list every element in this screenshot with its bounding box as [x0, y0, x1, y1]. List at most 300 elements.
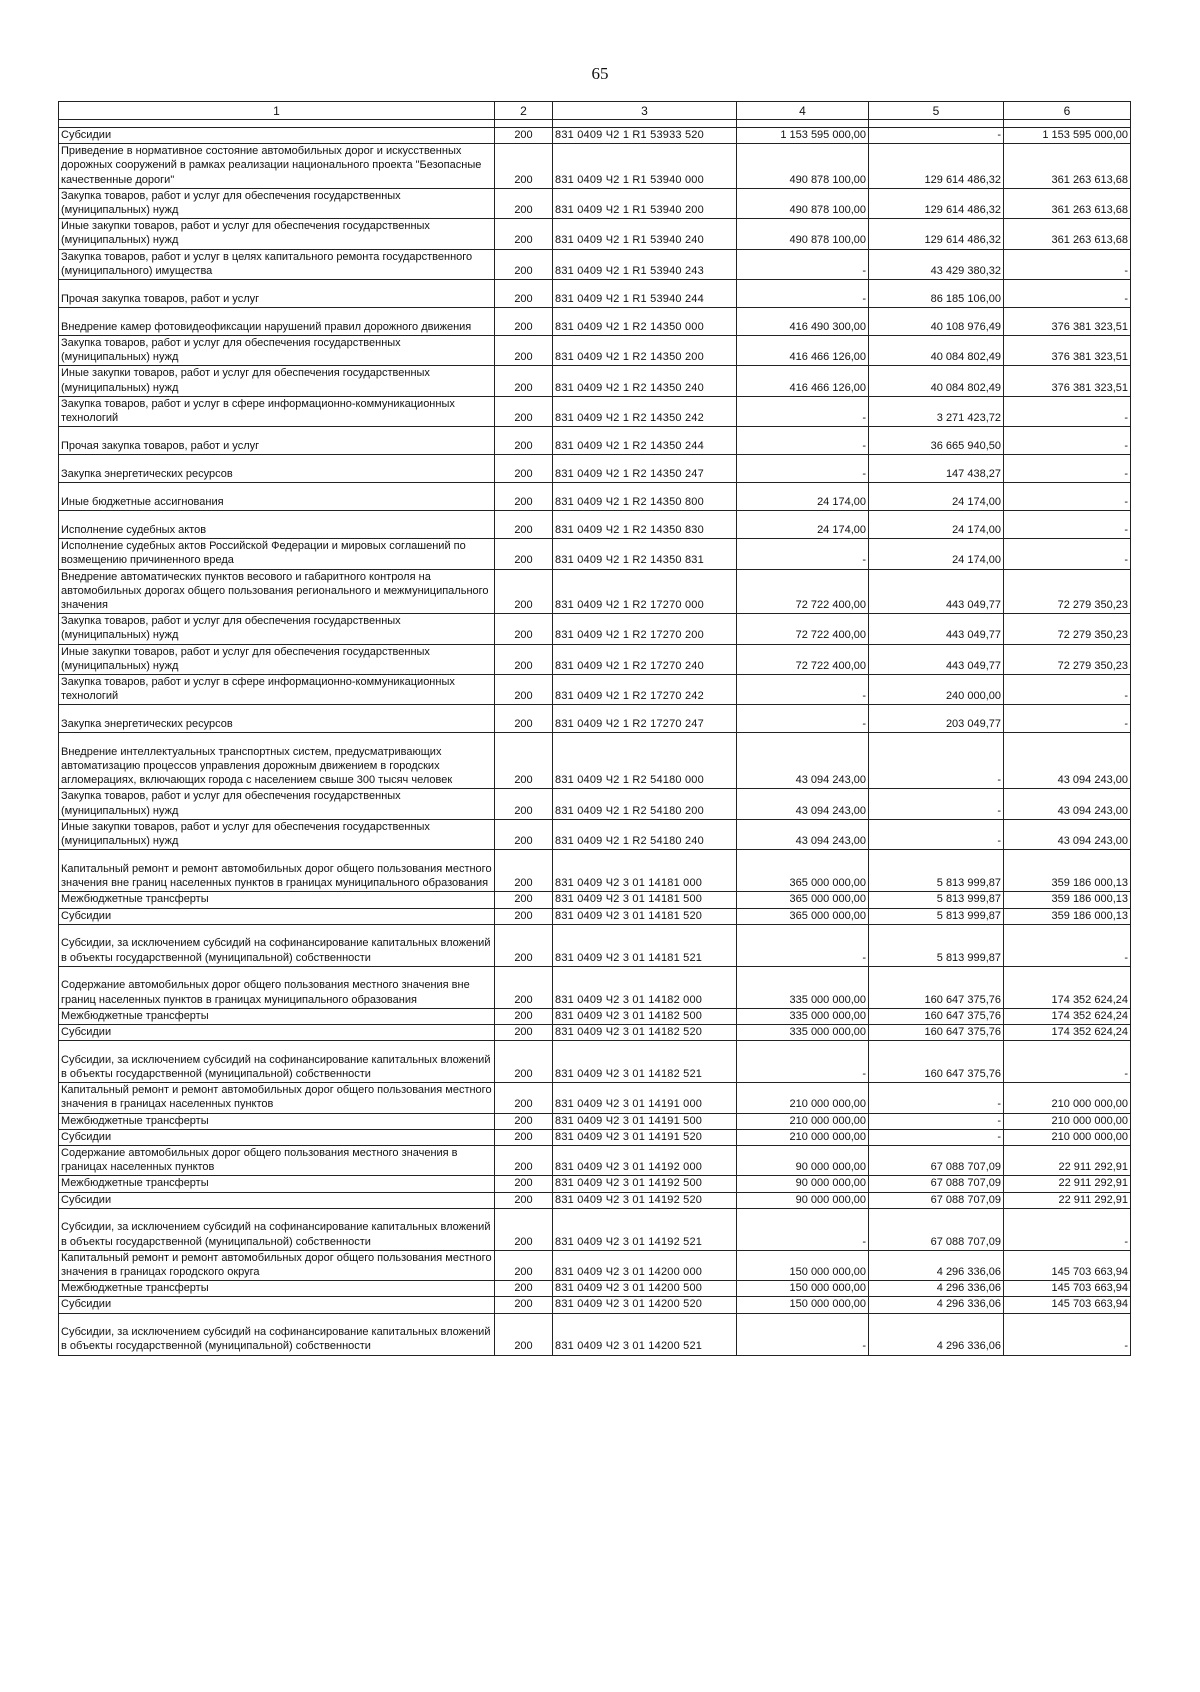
budget-code-cell: 831 0409 Ч2 3 01 14192 500	[553, 1176, 737, 1192]
plan-amount-cell: 72 722 400,00	[737, 644, 869, 674]
item-name-cell: Капитальный ремонт и ремонт автомобильных дорог общего пользования местного значения в границах населенных пунктов	[59, 1083, 495, 1113]
executed-amount-cell: 3 271 423,72	[869, 396, 1004, 426]
item-name-cell: Субсидии, за исключением субсидий на софинансирование капитальных вложений в объекты государственной (муниципальной) собственности	[59, 924, 495, 966]
spacer-row	[59, 120, 1131, 128]
plan-amount-cell: -	[737, 924, 869, 966]
budget-code-cell: 831 0409 Ч2 3 01 14182 000	[553, 966, 737, 1008]
budget-code-cell: 831 0409 Ч2 1 R1 53940 240	[553, 219, 737, 249]
table-row	[59, 1145, 1131, 1175]
budget-code-cell: 831 0409 Ч2 3 01 14182 520	[553, 1024, 737, 1040]
plan-amount-cell: 490 878 100,00	[737, 188, 869, 218]
plan-amount-cell: 210 000 000,00	[737, 1129, 869, 1145]
plan-amount-cell: 90 000 000,00	[737, 1176, 869, 1192]
column-header: 1	[59, 102, 495, 120]
table-row	[59, 1041, 1131, 1083]
item-name-cell: Приведение в нормативное состояние автомобильных дорог и искусственных дорожных сооружений в рамках реализации национального проекта "Безопасные качественные дороги"	[59, 144, 495, 189]
budget-code-cell: 831 0409 Ч2 1 R1 53940 243	[553, 249, 737, 279]
budget-code-cell: 831 0409 Ч2 3 01 14200 521	[553, 1313, 737, 1355]
remaining-amount-cell: 359 186 000,13	[1004, 892, 1131, 908]
executed-amount-cell: 67 088 707,09	[869, 1145, 1004, 1175]
plan-amount-cell: 210 000 000,00	[737, 1113, 869, 1129]
kvr-code-cell: 200	[495, 1297, 553, 1313]
remaining-amount-cell: -	[1004, 455, 1131, 483]
budget-code-cell: 831 0409 Ч2 1 R2 14350 800	[553, 483, 737, 511]
item-name-cell: Иные закупки товаров, работ и услуг для обеспечения государственных (муниципальных) нужд	[59, 644, 495, 674]
kvr-code-cell: 200	[495, 924, 553, 966]
plan-amount-cell: -	[737, 539, 869, 569]
executed-amount-cell: 5 813 999,87	[869, 908, 1004, 924]
kvr-code-cell: 200	[495, 511, 553, 539]
plan-amount-cell: 365 000 000,00	[737, 892, 869, 908]
table-row	[59, 144, 1131, 189]
budget-code-cell: 831 0409 Ч2 3 01 14182 500	[553, 1008, 737, 1024]
item-name-cell: Иные закупки товаров, работ и услуг для обеспечения государственных (муниципальных) нужд	[59, 219, 495, 249]
executed-amount-cell: 160 647 375,76	[869, 1041, 1004, 1083]
column-header: 4	[737, 102, 869, 120]
budget-code-cell: 831 0409 Ч2 3 01 14200 500	[553, 1281, 737, 1297]
remaining-amount-cell: 145 703 663,94	[1004, 1297, 1131, 1313]
executed-amount-cell: 24 174,00	[869, 539, 1004, 569]
kvr-code-cell: 200	[495, 644, 553, 674]
executed-amount-cell: -	[869, 128, 1004, 144]
remaining-amount-cell: 174 352 624,24	[1004, 1008, 1131, 1024]
table-body	[59, 120, 1131, 1356]
plan-amount-cell: -	[737, 705, 869, 733]
budget-code-cell: 831 0409 Ч2 3 01 14191 500	[553, 1113, 737, 1129]
remaining-amount-cell: 376 381 323,51	[1004, 366, 1131, 396]
item-name-cell: Закупка товаров, работ и услуг в целях капитального ремонта государственного (муниципального) имущества	[59, 249, 495, 279]
kvr-code-cell: 200	[495, 1083, 553, 1113]
plan-amount-cell: 72 722 400,00	[737, 569, 869, 614]
plan-amount-cell: 365 000 000,00	[737, 850, 869, 892]
item-name-cell: Закупка энергетических ресурсов	[59, 705, 495, 733]
plan-amount-cell: 490 878 100,00	[737, 219, 869, 249]
item-name-cell: Субсидии	[59, 128, 495, 144]
remaining-amount-cell: -	[1004, 1041, 1131, 1083]
table-row	[59, 280, 1131, 308]
kvr-code-cell: 200	[495, 1208, 553, 1250]
kvr-code-cell: 200	[495, 280, 553, 308]
item-name-cell: Межбюджетные трансферты	[59, 1176, 495, 1192]
item-name-cell: Закупка товаров, работ и услуг для обеспечения государственных (муниципальных) нужд	[59, 188, 495, 218]
budget-code-cell: 831 0409 Ч2 3 01 14192 521	[553, 1208, 737, 1250]
item-name-cell: Межбюджетные трансферты	[59, 892, 495, 908]
executed-amount-cell: 160 647 375,76	[869, 1024, 1004, 1040]
item-name-cell: Иные закупки товаров, работ и услуг для обеспечения государственных (муниципальных) нужд	[59, 819, 495, 849]
plan-amount-cell: 90 000 000,00	[737, 1145, 869, 1175]
table-row	[59, 1129, 1131, 1145]
remaining-amount-cell: -	[1004, 1313, 1131, 1355]
budget-code-cell: 831 0409 Ч2 3 01 14181 520	[553, 908, 737, 924]
remaining-amount-cell: -	[1004, 280, 1131, 308]
table-row	[59, 705, 1131, 733]
kvr-code-cell: 200	[495, 1313, 553, 1355]
remaining-amount-cell: -	[1004, 511, 1131, 539]
remaining-amount-cell: 72 279 350,23	[1004, 569, 1131, 614]
executed-amount-cell: 5 813 999,87	[869, 850, 1004, 892]
table-row	[59, 1208, 1131, 1250]
budget-code-cell: 831 0409 Ч2 1 R2 14350 830	[553, 511, 737, 539]
remaining-amount-cell: 43 094 243,00	[1004, 819, 1131, 849]
table-row	[59, 1008, 1131, 1024]
table-row	[59, 1313, 1131, 1355]
executed-amount-cell: 129 614 486,32	[869, 144, 1004, 189]
budget-code-cell: 831 0409 Ч2 3 01 14192 520	[553, 1192, 737, 1208]
budget-code-cell: 831 0409 Ч2 1 R2 14350 000	[553, 308, 737, 336]
item-name-cell: Содержание автомобильных дорог общего пользования местного значения в границах населенных пунктов	[59, 1145, 495, 1175]
kvr-code-cell: 200	[495, 128, 553, 144]
plan-amount-cell: 90 000 000,00	[737, 1192, 869, 1208]
kvr-code-cell: 200	[495, 188, 553, 218]
kvr-code-cell: 200	[495, 1113, 553, 1129]
plan-amount-cell: 335 000 000,00	[737, 1008, 869, 1024]
plan-amount-cell: 1 153 595 000,00	[737, 128, 869, 144]
item-name-cell: Капитальный ремонт и ремонт автомобильных дорог общего пользования местного значения вне границ населенных пунктов в границах муниципального образования	[59, 850, 495, 892]
remaining-amount-cell: -	[1004, 539, 1131, 569]
table-row	[59, 455, 1131, 483]
table-row	[59, 733, 1131, 789]
kvr-code-cell: 200	[495, 705, 553, 733]
remaining-amount-cell: -	[1004, 1208, 1131, 1250]
item-name-cell: Субсидии	[59, 908, 495, 924]
table-row	[59, 675, 1131, 705]
kvr-code-cell: 200	[495, 892, 553, 908]
budget-code-cell: 831 0409 Ч2 1 R2 14350 200	[553, 336, 737, 366]
budget-code-cell: 831 0409 Ч2 1 R2 14350 244	[553, 427, 737, 455]
item-name-cell: Закупка товаров, работ и услуг для обеспечения государственных (муниципальных) нужд	[59, 614, 495, 644]
kvr-code-cell: 200	[495, 850, 553, 892]
budget-code-cell: 831 0409 Ч2 3 01 14181 521	[553, 924, 737, 966]
column-header: 2	[495, 102, 553, 120]
plan-amount-cell: -	[737, 280, 869, 308]
table-row	[59, 850, 1131, 892]
executed-amount-cell: 4 296 336,06	[869, 1297, 1004, 1313]
budget-code-cell: 831 0409 Ч2 1 R2 54180 000	[553, 733, 737, 789]
plan-amount-cell: 416 490 300,00	[737, 308, 869, 336]
remaining-amount-cell: -	[1004, 483, 1131, 511]
plan-amount-cell: 43 094 243,00	[737, 733, 869, 789]
plan-amount-cell: 416 466 126,00	[737, 336, 869, 366]
item-name-cell: Иные бюджетные ассигнования	[59, 483, 495, 511]
table-row	[59, 308, 1131, 336]
remaining-amount-cell: 174 352 624,24	[1004, 966, 1131, 1008]
kvr-code-cell: 200	[495, 966, 553, 1008]
budget-code-cell: 831 0409 Ч2 3 01 14192 000	[553, 1145, 737, 1175]
table-row	[59, 1024, 1131, 1040]
table-row	[59, 1176, 1131, 1192]
kvr-code-cell: 200	[495, 819, 553, 849]
column-header: 5	[869, 102, 1004, 120]
item-name-cell: Закупка товаров, работ и услуг в сфере информационно-коммуникационных технологий	[59, 396, 495, 426]
remaining-amount-cell: -	[1004, 924, 1131, 966]
executed-amount-cell: 129 614 486,32	[869, 188, 1004, 218]
table-row	[59, 366, 1131, 396]
item-name-cell: Содержание автомобильных дорог общего пользования местного значения вне границ населенных пунктов в границах муниципального образования	[59, 966, 495, 1008]
kvr-code-cell: 200	[495, 249, 553, 279]
item-name-cell: Субсидии	[59, 1297, 495, 1313]
executed-amount-cell: 4 296 336,06	[869, 1250, 1004, 1280]
table-row	[59, 644, 1131, 674]
budget-code-cell: 831 0409 Ч2 1 R2 14350 247	[553, 455, 737, 483]
table-row	[59, 908, 1131, 924]
item-name-cell: Исполнение судебных актов	[59, 511, 495, 539]
plan-amount-cell: 335 000 000,00	[737, 966, 869, 1008]
budget-code-cell: 831 0409 Ч2 3 01 14181 500	[553, 892, 737, 908]
kvr-code-cell: 200	[495, 1250, 553, 1280]
budget-code-cell: 831 0409 Ч2 3 01 14191 520	[553, 1129, 737, 1145]
table-row	[59, 819, 1131, 849]
executed-amount-cell: 4 296 336,06	[869, 1313, 1004, 1355]
executed-amount-cell: -	[869, 1113, 1004, 1129]
kvr-code-cell: 200	[495, 308, 553, 336]
remaining-amount-cell: -	[1004, 396, 1131, 426]
plan-amount-cell: -	[737, 1313, 869, 1355]
remaining-amount-cell: 210 000 000,00	[1004, 1129, 1131, 1145]
table-row	[59, 128, 1131, 144]
item-name-cell: Прочая закупка товаров, работ и услуг	[59, 427, 495, 455]
plan-amount-cell: -	[737, 249, 869, 279]
remaining-amount-cell: 43 094 243,00	[1004, 733, 1131, 789]
executed-amount-cell: -	[869, 789, 1004, 819]
budget-code-cell: 831 0409 Ч2 1 R2 14350 242	[553, 396, 737, 426]
executed-amount-cell: 160 647 375,76	[869, 1008, 1004, 1024]
table-row	[59, 569, 1131, 614]
plan-amount-cell: 24 174,00	[737, 483, 869, 511]
table-row	[59, 789, 1131, 819]
budget-code-cell: 831 0409 Ч2 3 01 14200 520	[553, 1297, 737, 1313]
item-name-cell: Субсидии, за исключением субсидий на софинансирование капитальных вложений в объекты государственной (муниципальной) собственности	[59, 1041, 495, 1083]
budget-code-cell: 831 0409 Ч2 1 R2 17270 240	[553, 644, 737, 674]
item-name-cell: Закупка товаров, работ и услуг в сфере информационно-коммуникационных технологий	[59, 675, 495, 705]
executed-amount-cell: 443 049,77	[869, 614, 1004, 644]
executed-amount-cell: 5 813 999,87	[869, 892, 1004, 908]
item-name-cell: Иные закупки товаров, работ и услуг для обеспечения государственных (муниципальных) нужд	[59, 366, 495, 396]
kvr-code-cell: 200	[495, 1192, 553, 1208]
executed-amount-cell: 24 174,00	[869, 511, 1004, 539]
remaining-amount-cell: 72 279 350,23	[1004, 614, 1131, 644]
remaining-amount-cell: 359 186 000,13	[1004, 908, 1131, 924]
kvr-code-cell: 200	[495, 569, 553, 614]
table-row	[59, 1281, 1131, 1297]
plan-amount-cell: 210 000 000,00	[737, 1083, 869, 1113]
table-row	[59, 539, 1131, 569]
executed-amount-cell: 147 438,27	[869, 455, 1004, 483]
table-row	[59, 1192, 1131, 1208]
remaining-amount-cell: -	[1004, 427, 1131, 455]
remaining-amount-cell: 22 911 292,91	[1004, 1176, 1131, 1192]
executed-amount-cell: -	[869, 1083, 1004, 1113]
budget-code-cell: 831 0409 Ч2 1 R2 17270 200	[553, 614, 737, 644]
kvr-code-cell: 200	[495, 1041, 553, 1083]
executed-amount-cell: 40 108 976,49	[869, 308, 1004, 336]
table-row	[59, 219, 1131, 249]
executed-amount-cell: 129 614 486,32	[869, 219, 1004, 249]
remaining-amount-cell: 22 911 292,91	[1004, 1145, 1131, 1175]
kvr-code-cell: 200	[495, 336, 553, 366]
executed-amount-cell: 67 088 707,09	[869, 1208, 1004, 1250]
item-name-cell: Внедрение автоматических пунктов весового и габаритного контроля на автомобильных дорогах общего пользования регионального и межмуниципального значения	[59, 569, 495, 614]
plan-amount-cell: -	[737, 427, 869, 455]
item-name-cell: Межбюджетные трансферты	[59, 1113, 495, 1129]
remaining-amount-cell: 145 703 663,94	[1004, 1250, 1131, 1280]
remaining-amount-cell: 376 381 323,51	[1004, 308, 1131, 336]
table-row	[59, 336, 1131, 366]
item-name-cell: Капитальный ремонт и ремонт автомобильных дорог общего пользования местного значения в границах городского округа	[59, 1250, 495, 1280]
kvr-code-cell: 200	[495, 1281, 553, 1297]
kvr-code-cell: 200	[495, 144, 553, 189]
item-name-cell: Субсидии	[59, 1192, 495, 1208]
plan-amount-cell: -	[737, 455, 869, 483]
budget-code-cell: 831 0409 Ч2 3 01 14191 000	[553, 1083, 737, 1113]
table-row	[59, 966, 1131, 1008]
plan-amount-cell: 335 000 000,00	[737, 1024, 869, 1040]
plan-amount-cell: -	[737, 1208, 869, 1250]
plan-amount-cell: 490 878 100,00	[737, 144, 869, 189]
plan-amount-cell: -	[737, 675, 869, 705]
kvr-code-cell: 200	[495, 789, 553, 819]
page-number: 65	[591, 64, 609, 83]
budget-code-cell: 831 0409 Ч2 1 R2 17270 242	[553, 675, 737, 705]
executed-amount-cell: 160 647 375,76	[869, 966, 1004, 1008]
executed-amount-cell: -	[869, 1129, 1004, 1145]
table-row	[59, 1113, 1131, 1129]
executed-amount-cell: 240 000,00	[869, 675, 1004, 705]
executed-amount-cell: 86 185 106,00	[869, 280, 1004, 308]
kvr-code-cell: 200	[495, 1008, 553, 1024]
plan-amount-cell: 150 000 000,00	[737, 1281, 869, 1297]
kvr-code-cell: 200	[495, 219, 553, 249]
executed-amount-cell: 443 049,77	[869, 569, 1004, 614]
table-row	[59, 1250, 1131, 1280]
table-row	[59, 924, 1131, 966]
item-name-cell: Закупка товаров, работ и услуг для обеспечения государственных (муниципальных) нужд	[59, 789, 495, 819]
kvr-code-cell: 200	[495, 427, 553, 455]
item-name-cell: Межбюджетные трансферты	[59, 1008, 495, 1024]
budget-code-cell: 831 0409 Ч2 1 R1 53940 200	[553, 188, 737, 218]
item-name-cell: Субсидии	[59, 1129, 495, 1145]
remaining-amount-cell: 359 186 000,13	[1004, 850, 1131, 892]
executed-amount-cell: 36 665 940,50	[869, 427, 1004, 455]
item-name-cell: Прочая закупка товаров, работ и услуг	[59, 280, 495, 308]
table-row	[59, 892, 1131, 908]
table-row	[59, 1083, 1131, 1113]
remaining-amount-cell: -	[1004, 249, 1131, 279]
remaining-amount-cell: 22 911 292,91	[1004, 1192, 1131, 1208]
plan-amount-cell: 24 174,00	[737, 511, 869, 539]
remaining-amount-cell: 376 381 323,51	[1004, 336, 1131, 366]
executed-amount-cell: 443 049,77	[869, 644, 1004, 674]
executed-amount-cell: 203 049,77	[869, 705, 1004, 733]
remaining-amount-cell: 361 263 613,68	[1004, 188, 1131, 218]
executed-amount-cell: 67 088 707,09	[869, 1192, 1004, 1208]
budget-code-cell: 831 0409 Ч2 1 R1 53933 520	[553, 128, 737, 144]
remaining-amount-cell: 361 263 613,68	[1004, 219, 1131, 249]
executed-amount-cell: 4 296 336,06	[869, 1281, 1004, 1297]
remaining-amount-cell: 174 352 624,24	[1004, 1024, 1131, 1040]
item-name-cell: Внедрение интеллектуальных транспортных систем, предусматривающих автоматизацию процессов управления дорожным движением в городских агломерациях, включающих города с населением свыше 300 тысяч человек	[59, 733, 495, 789]
plan-amount-cell: 416 466 126,00	[737, 366, 869, 396]
executed-amount-cell: 24 174,00	[869, 483, 1004, 511]
budget-table	[58, 101, 1131, 1356]
kvr-code-cell: 200	[495, 1129, 553, 1145]
executed-amount-cell: 67 088 707,09	[869, 1176, 1004, 1192]
executed-amount-cell: -	[869, 819, 1004, 849]
table-row	[59, 1297, 1131, 1313]
kvr-code-cell: 200	[495, 366, 553, 396]
kvr-code-cell: 200	[495, 908, 553, 924]
table-row	[59, 614, 1131, 644]
remaining-amount-cell: -	[1004, 675, 1131, 705]
remaining-amount-cell: 361 263 613,68	[1004, 144, 1131, 189]
table-row	[59, 188, 1131, 218]
remaining-amount-cell: 210 000 000,00	[1004, 1083, 1131, 1113]
plan-amount-cell: 150 000 000,00	[737, 1297, 869, 1313]
budget-code-cell: 831 0409 Ч2 1 R2 54180 240	[553, 819, 737, 849]
kvr-code-cell: 200	[495, 733, 553, 789]
remaining-amount-cell: 1 153 595 000,00	[1004, 128, 1131, 144]
plan-amount-cell: 43 094 243,00	[737, 819, 869, 849]
kvr-code-cell: 200	[495, 675, 553, 705]
item-name-cell: Внедрение камер фотовидеофиксации нарушений правил дорожного движения	[59, 308, 495, 336]
executed-amount-cell: 5 813 999,87	[869, 924, 1004, 966]
table-row	[59, 396, 1131, 426]
plan-amount-cell: -	[737, 1041, 869, 1083]
kvr-code-cell: 200	[495, 539, 553, 569]
executed-amount-cell: 43 429 380,32	[869, 249, 1004, 279]
budget-code-cell: 831 0409 Ч2 1 R2 54180 200	[553, 789, 737, 819]
budget-code-cell: 831 0409 Ч2 1 R2 14350 831	[553, 539, 737, 569]
column-header: 6	[1004, 102, 1131, 120]
executed-amount-cell: 40 084 802,49	[869, 366, 1004, 396]
kvr-code-cell: 200	[495, 1145, 553, 1175]
kvr-code-cell: 200	[495, 1024, 553, 1040]
budget-code-cell: 831 0409 Ч2 3 01 14182 521	[553, 1041, 737, 1083]
executed-amount-cell: -	[869, 733, 1004, 789]
budget-code-cell: 831 0409 Ч2 1 R1 53940 000	[553, 144, 737, 189]
table-row	[59, 249, 1131, 279]
budget-code-cell: 831 0409 Ч2 1 R1 53940 244	[553, 280, 737, 308]
remaining-amount-cell: -	[1004, 705, 1131, 733]
remaining-amount-cell: 210 000 000,00	[1004, 1113, 1131, 1129]
item-name-cell: Закупка товаров, работ и услуг для обеспечения государственных (муниципальных) нужд	[59, 336, 495, 366]
column-number-header	[59, 102, 1131, 120]
kvr-code-cell: 200	[495, 614, 553, 644]
item-name-cell: Закупка энергетических ресурсов	[59, 455, 495, 483]
item-name-cell: Субсидии	[59, 1024, 495, 1040]
item-name-cell: Межбюджетные трансферты	[59, 1281, 495, 1297]
executed-amount-cell: 40 084 802,49	[869, 336, 1004, 366]
remaining-amount-cell: 145 703 663,94	[1004, 1281, 1131, 1297]
column-header: 3	[553, 102, 737, 120]
table-row	[59, 483, 1131, 511]
budget-code-cell: 831 0409 Ч2 3 01 14181 000	[553, 850, 737, 892]
kvr-code-cell: 200	[495, 483, 553, 511]
budget-code-cell: 831 0409 Ч2 1 R2 14350 240	[553, 366, 737, 396]
remaining-amount-cell: 43 094 243,00	[1004, 789, 1131, 819]
budget-code-cell: 831 0409 Ч2 1 R2 17270 000	[553, 569, 737, 614]
table-row	[59, 427, 1131, 455]
plan-amount-cell: 72 722 400,00	[737, 614, 869, 644]
remaining-amount-cell: 72 279 350,23	[1004, 644, 1131, 674]
plan-amount-cell: 150 000 000,00	[737, 1250, 869, 1280]
item-name-cell: Субсидии, за исключением субсидий на софинансирование капитальных вложений в объекты государственной (муниципальной) собственности	[59, 1208, 495, 1250]
item-name-cell: Исполнение судебных актов Российской Федерации и мировых соглашений по возмещению причиненного вреда	[59, 539, 495, 569]
plan-amount-cell: -	[737, 396, 869, 426]
kvr-code-cell: 200	[495, 396, 553, 426]
table-row	[59, 511, 1131, 539]
budget-code-cell: 831 0409 Ч2 3 01 14200 000	[553, 1250, 737, 1280]
item-name-cell: Субсидии, за исключением субсидий на софинансирование капитальных вложений в объекты государственной (муниципальной) собственности	[59, 1313, 495, 1355]
